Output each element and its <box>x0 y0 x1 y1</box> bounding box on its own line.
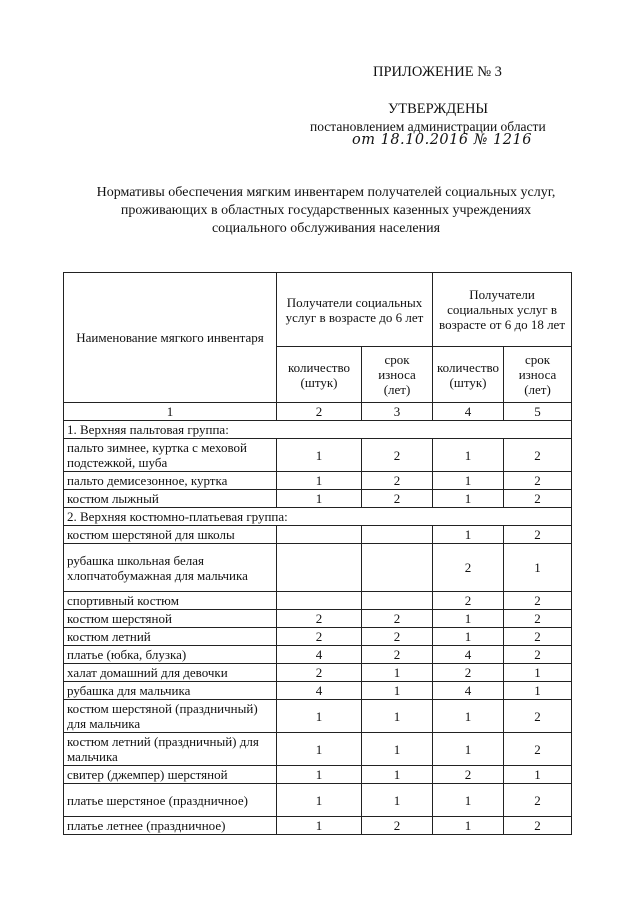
column-number: 2 <box>277 403 362 421</box>
wear-under-6 <box>362 592 433 610</box>
table-row <box>64 733 572 766</box>
approved-label: УТВЕРЖДЕНЫ <box>388 101 489 117</box>
wear-under-6: 2 <box>362 817 433 835</box>
qty-6-18: 2 <box>433 766 504 784</box>
qty-under-6: 1 <box>277 766 362 784</box>
qty-6-18: 2 <box>433 592 504 610</box>
table-row <box>64 817 572 835</box>
table-row <box>64 472 572 490</box>
wear-under-6: 2 <box>362 472 433 490</box>
qty-6-18: 1 <box>433 733 504 766</box>
table-row <box>64 544 572 592</box>
wear-6-18: 2 <box>504 646 572 664</box>
qty-under-6: 1 <box>277 733 362 766</box>
qty-under-6: 1 <box>277 490 362 508</box>
header-group-under-6: Получатели социальных услуг в возрасте до 6 лет <box>277 273 433 347</box>
qty-6-18: 1 <box>433 472 504 490</box>
qty-6-18: 1 <box>433 490 504 508</box>
qty-6-18: 1 <box>433 628 504 646</box>
qty-under-6: 2 <box>277 610 362 628</box>
wear-under-6: 1 <box>362 682 433 700</box>
qty-under-6: 2 <box>277 664 362 682</box>
item-name: платье летнее (праздничное) <box>64 817 277 835</box>
wear-6-18: 2 <box>504 472 572 490</box>
qty-under-6: 4 <box>277 682 362 700</box>
wear-6-18: 2 <box>504 700 572 733</box>
table-row <box>64 664 572 682</box>
title-line: социального обслуживания населения <box>211 221 441 236</box>
item-name: костюм шерстяной для школы <box>64 526 277 544</box>
section-title: 1. Верхняя пальтовая группа: <box>64 421 572 439</box>
wear-6-18: 1 <box>504 682 572 700</box>
qty-6-18: 4 <box>433 646 504 664</box>
item-name: костюм шерстяной <box>64 610 277 628</box>
wear-6-18: 2 <box>504 817 572 835</box>
item-name: костюм летний (праздничный) для мальчика <box>64 733 277 766</box>
header-item-name: Наименование мягкого инвентаря <box>64 273 277 403</box>
item-name: платье шерстяное (праздничное) <box>64 784 277 817</box>
qty-under-6 <box>277 592 362 610</box>
table-row <box>64 700 572 733</box>
item-name: платье (юбка, блузка) <box>64 646 277 664</box>
decree-date-number: от 18.10.2016 № 1216 <box>352 132 532 148</box>
qty-6-18: 1 <box>433 817 504 835</box>
column-number: 1 <box>64 403 277 421</box>
table-row <box>64 682 572 700</box>
wear-6-18: 1 <box>504 766 572 784</box>
table-row <box>64 490 572 508</box>
title-line: проживающих в областных государственных казенных учреждениях <box>120 203 532 218</box>
qty-under-6: 1 <box>277 439 362 472</box>
qty-6-18: 1 <box>433 526 504 544</box>
wear-6-18: 2 <box>504 733 572 766</box>
qty-under-6 <box>277 544 362 592</box>
wear-under-6 <box>362 544 433 592</box>
table-row <box>64 784 572 817</box>
item-name: спортивный костюм <box>64 592 277 610</box>
section-row <box>64 421 572 439</box>
qty-under-6: 1 <box>277 784 362 817</box>
qty-under-6: 1 <box>277 700 362 733</box>
qty-under-6: 2 <box>277 628 362 646</box>
item-name: рубашка школьная белая хлопчатобумажная для мальчика <box>64 544 277 592</box>
wear-6-18: 1 <box>504 544 572 592</box>
item-name: костюм лыжный <box>64 490 277 508</box>
document-title <box>40 184 612 238</box>
norms-table <box>63 272 572 835</box>
table-row <box>64 526 572 544</box>
wear-6-18: 2 <box>504 592 572 610</box>
qty-6-18: 1 <box>433 610 504 628</box>
wear-under-6: 2 <box>362 628 433 646</box>
item-name: костюм летний <box>64 628 277 646</box>
section-row <box>64 508 572 526</box>
item-name: пальто демисезонное, куртка <box>64 472 277 490</box>
item-name: костюм шерстяной (праздничный) для мальчика <box>64 700 277 733</box>
table-row <box>64 592 572 610</box>
wear-under-6: 1 <box>362 733 433 766</box>
section-title: 2. Верхняя костюмно-платьевая группа: <box>64 508 572 526</box>
table-row <box>64 646 572 664</box>
column-number: 3 <box>362 403 433 421</box>
item-name: пальто зимнее, куртка с меховой подстежкой, шуба <box>64 439 277 472</box>
wear-6-18: 2 <box>504 784 572 817</box>
wear-6-18: 2 <box>504 610 572 628</box>
table-row <box>64 766 572 784</box>
wear-under-6: 2 <box>362 646 433 664</box>
table-row <box>64 439 572 472</box>
wear-6-18: 2 <box>504 490 572 508</box>
wear-under-6: 1 <box>362 784 433 817</box>
wear-under-6: 2 <box>362 439 433 472</box>
table-row <box>64 610 572 628</box>
qty-6-18: 1 <box>433 784 504 817</box>
qty-under-6: 1 <box>277 817 362 835</box>
table-body <box>64 421 572 835</box>
appendix-label: ПРИЛОЖЕНИЕ № 3 <box>373 64 502 80</box>
qty-6-18: 1 <box>433 439 504 472</box>
wear-under-6: 1 <box>362 766 433 784</box>
header-wear: срок износа (лет) <box>504 347 572 403</box>
item-name: рубашка для мальчика <box>64 682 277 700</box>
header-group-6-18: Получатели социальных услуг в возрасте от 6 до 18 лет <box>433 273 572 347</box>
qty-6-18: 4 <box>433 682 504 700</box>
qty-under-6: 4 <box>277 646 362 664</box>
table-row <box>64 628 572 646</box>
wear-under-6: 1 <box>362 700 433 733</box>
wear-under-6: 2 <box>362 610 433 628</box>
item-name: свитер (джемпер) шерстяной <box>64 766 277 784</box>
column-number: 4 <box>433 403 504 421</box>
header-wear: срок износа (лет) <box>362 347 433 403</box>
qty-6-18: 2 <box>433 664 504 682</box>
wear-6-18: 2 <box>504 628 572 646</box>
decree-reference: постановлением администрации области <box>310 119 546 134</box>
header-qty: количество (штук) <box>433 347 504 403</box>
title-line: Нормативы обеспечения мягким инвентарем получателей социальных услуг, <box>96 185 556 200</box>
qty-under-6 <box>277 526 362 544</box>
wear-under-6 <box>362 526 433 544</box>
column-number: 5 <box>504 403 572 421</box>
wear-6-18: 2 <box>504 526 572 544</box>
wear-6-18: 1 <box>504 664 572 682</box>
wear-6-18: 2 <box>504 439 572 472</box>
header-qty: количество (штук) <box>277 347 362 403</box>
qty-6-18: 2 <box>433 544 504 592</box>
wear-under-6: 2 <box>362 490 433 508</box>
qty-under-6: 1 <box>277 472 362 490</box>
item-name: халат домашний для девочки <box>64 664 277 682</box>
qty-6-18: 1 <box>433 700 504 733</box>
wear-under-6: 1 <box>362 664 433 682</box>
